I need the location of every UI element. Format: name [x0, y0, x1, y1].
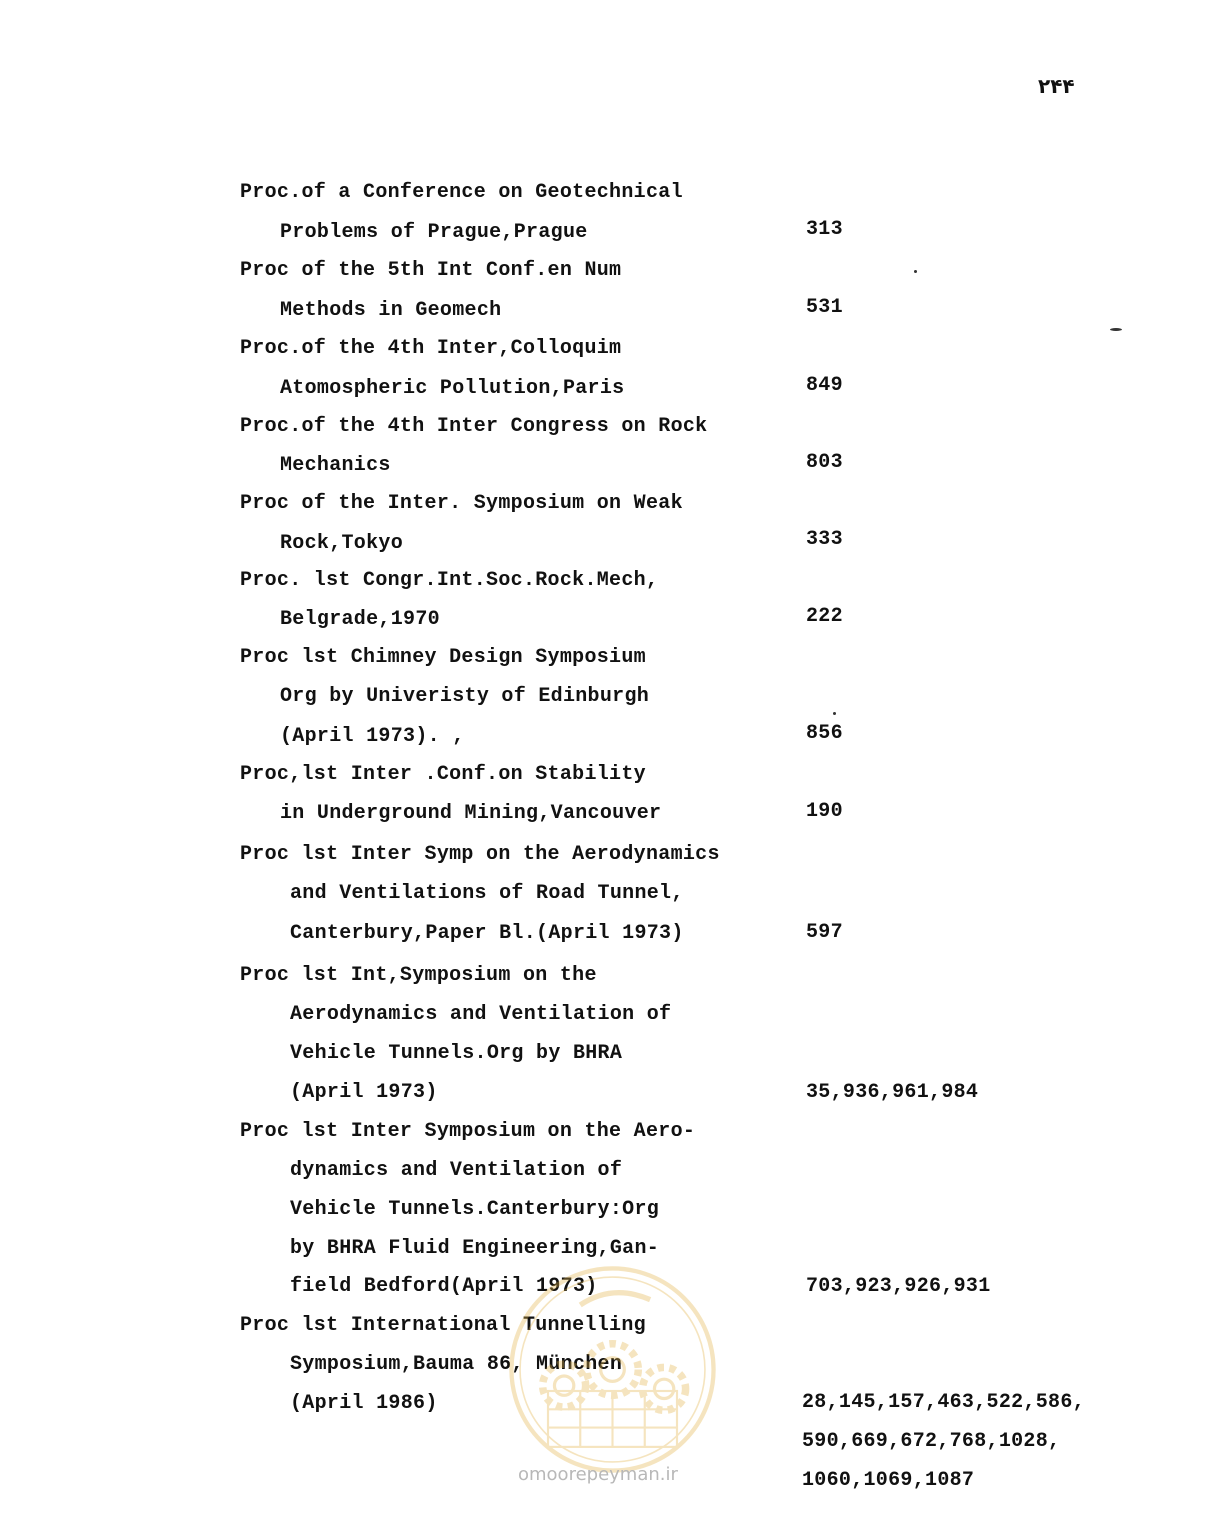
entry-1-line-2: Problems of Prague,Prague	[280, 221, 588, 244]
entry-5-line-1: Proc of the Inter. Symposium on Weak	[240, 492, 683, 515]
entry-9-pages: 597	[806, 921, 843, 944]
entry-12-pages-line-3: 1060,1069,1087	[802, 1469, 975, 1492]
entry-9-line-3: Canterbury,Paper Bl.(April 1973)	[290, 922, 684, 945]
watermark-text: omoorepeyman.ir	[518, 1464, 678, 1485]
entry-1-pages: 313	[806, 218, 843, 241]
entry-8-line-1: Proc,lst Inter .Conf.on Stability	[240, 763, 646, 786]
entry-3-line-2: Atomospheric Pollution,Paris	[280, 377, 625, 400]
entry-10-line-2: Aerodynamics and Ventilation of	[290, 1003, 672, 1026]
entry-4-pages: 803	[806, 451, 843, 474]
entry-12-pages-line-2: 590,669,672,768,1028,	[802, 1430, 1061, 1453]
entry-5-line-2: Rock,Tokyo	[280, 532, 404, 555]
scan-speck	[1110, 328, 1122, 331]
scan-speck	[914, 270, 917, 273]
entry-3-pages: 849	[806, 374, 843, 397]
entry-9-line-1: Proc lst Inter Symp on the Aerodynamics	[240, 843, 720, 866]
entry-8-line-2: in Underground Mining,Vancouver	[280, 802, 662, 825]
entry-11-line-2: dynamics and Ventilation of	[290, 1159, 623, 1182]
entry-12-line-1: Proc lst International Tunnelling	[240, 1314, 646, 1337]
entry-10-line-1: Proc lst Int,Symposium on the	[240, 964, 597, 987]
entry-2-pages: 531	[806, 296, 843, 319]
scan-speck	[833, 712, 836, 715]
entry-11-line-3: Vehicle Tunnels.Canterbury:Org	[290, 1198, 660, 1221]
entry-12-line-2: Symposium,Bauma 86, München	[290, 1353, 623, 1376]
entry-10-line-3: Vehicle Tunnels.Org by BHRA	[290, 1042, 623, 1065]
entry-5-pages: 333	[806, 528, 843, 551]
entry-10-line-4: (April 1973)	[290, 1081, 438, 1104]
entry-12-line-3: (April 1986)	[290, 1392, 438, 1415]
entry-11-line-4: by BHRA Fluid Engineering,Gan-	[290, 1237, 660, 1260]
entry-11-pages: 703,923,926,931	[806, 1275, 991, 1298]
entry-3-line-1: Proc.of the 4th Inter,Colloquim	[240, 337, 622, 360]
entry-2-line-2: Methods in Geomech	[280, 299, 502, 322]
entry-10-pages: 35,936,961,984	[806, 1081, 979, 1104]
entry-8-pages: 190	[806, 800, 843, 823]
entry-2-line-1: Proc of the 5th Int Conf.en Num	[240, 259, 622, 282]
entry-12-pages-line-1: 28,145,157,463,522,586,	[802, 1391, 1085, 1414]
entry-9-line-2: and Ventilations of Road Tunnel,	[290, 882, 684, 905]
page-number: ۲۴۴	[1038, 74, 1075, 98]
entry-11-line-5: field Bedford(April 1973)	[290, 1275, 598, 1298]
entry-7-line-2: Org by Univeristy of Edinburgh	[280, 685, 650, 708]
entry-7-pages: 856	[806, 722, 843, 745]
entry-11-line-1: Proc lst Inter Symposium on the Aero-	[240, 1120, 696, 1143]
entry-6-line-2: Belgrade,1970	[280, 608, 440, 631]
entry-7-line-1: Proc lst Chimney Design Symposium	[240, 646, 646, 669]
entry-1-line-1: Proc.of a Conference on Geotechnical	[240, 181, 683, 204]
entry-4-line-1: Proc.of the 4th Inter Congress on Rock	[240, 415, 708, 438]
entry-7-line-3: (April 1973). ,	[280, 725, 465, 748]
gear-logo-icon	[505, 1262, 720, 1477]
entry-6-pages: 222	[806, 605, 843, 628]
entry-4-line-2: Mechanics	[280, 454, 391, 477]
entry-6-line-1: Proc. lst Congr.Int.Soc.Rock.Mech,	[240, 569, 659, 592]
